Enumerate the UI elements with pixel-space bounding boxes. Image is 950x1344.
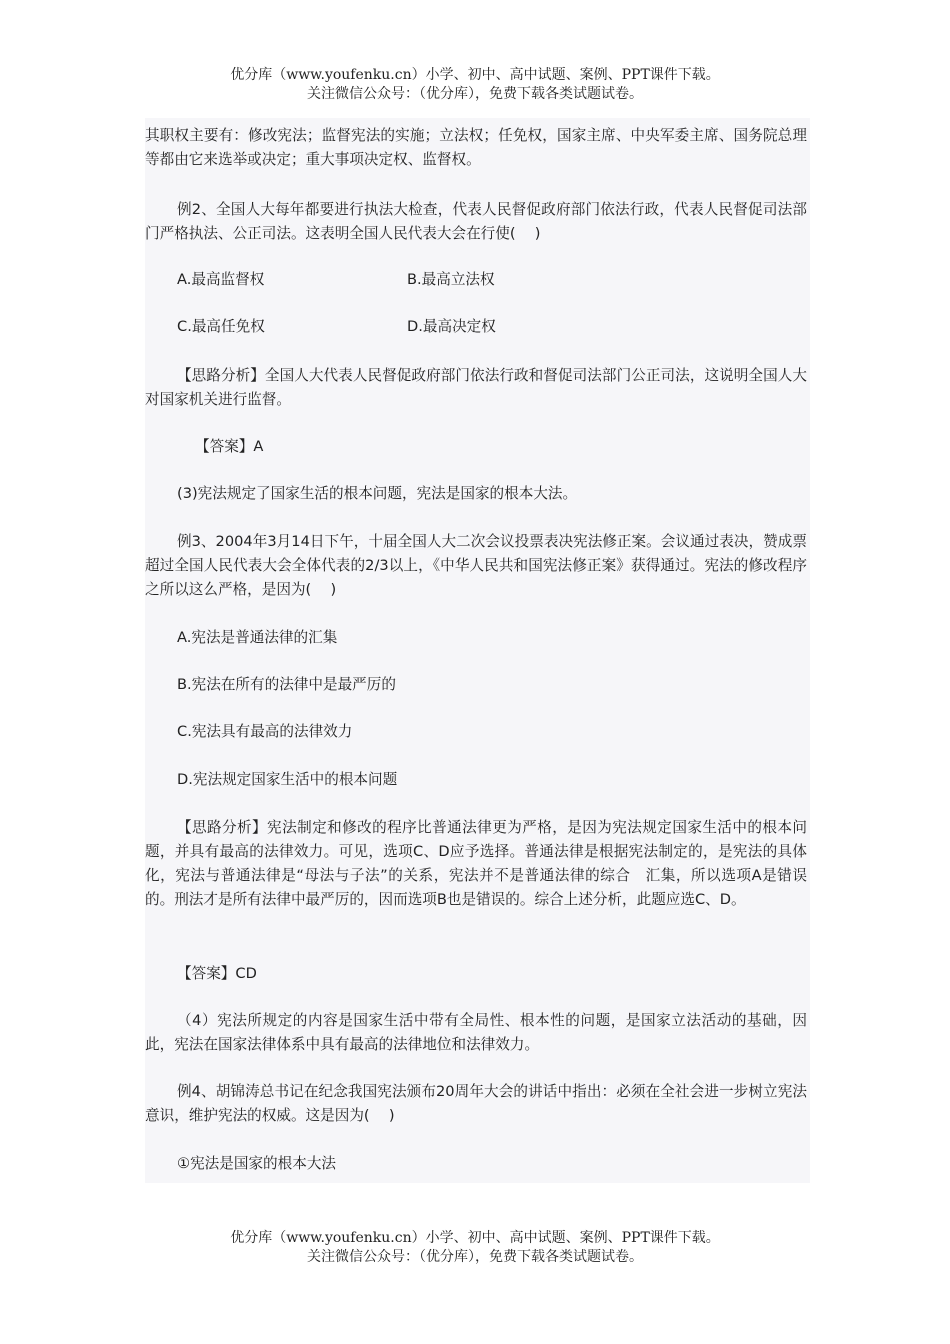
header-line-2: 关注微信公众号：（优分库），免费下载各类试题试卷。 [307, 86, 643, 102]
example-3-option-b: B.宪法在所有的法律中是最严厉的 [177, 676, 396, 693]
page-header [0, 66, 950, 104]
header-line-1: 优分库（www.youfenku.cn）小学、初中、高中试题、案例、PPT课件下载。 [230, 67, 720, 83]
intro-paragraph: 其职权主要有：修改宪法；监督宪法的实施；立法权；任免权，国家主席、中央军委主席、国务院总理等都由它来选举或决定；重大事项决定权、监督权。 [145, 127, 807, 168]
example-2-option-b: B.最高立法权 [407, 271, 495, 288]
page-footer [0, 1229, 950, 1267]
example-3-option-c: C.宪法具有最高的法律效力 [177, 723, 353, 740]
example-3-answer: 【答案】CD [177, 965, 257, 982]
example-2-option-c: C.最高任免权 [177, 318, 265, 335]
point-4-paragraph: （4）宪法所规定的内容是国家生活中带有全局性、根本性的问题，是国家立法活动的基础，因此，宪法在国家法律体系中具有最高的法律地位和法律效力。 [145, 1012, 807, 1053]
example-4-stem: 例4、胡锦涛总书记在纪念我国宪法颁布20周年大会的讲话中指出：必须在全社会进一步树立宪法意识，维护宪法的权威。这是因为( ) [145, 1083, 807, 1124]
example-3-stem: 例3、2004年3月14日下午，十届全国人大二次会议投票表决宪法修正案。会议通过表决，赞成票超过全国人民代表大会全体代表的2/3以上，《中华人民共和国宪法修正案》获得通过。宪法的修改程序之所以这么严格，是因为( ) [145, 533, 807, 598]
example-2-answer: 【答案】A [195, 438, 264, 455]
example-4-item-1: ①宪法是国家的根本大法 [177, 1155, 337, 1172]
example-3-option-a: A.宪法是普通法律的汇集 [177, 629, 338, 646]
example-2-analysis: 【思路分析】全国人大代表人民督促政府部门依法行政和督促司法部门公正司法，这说明全国人大对国家机关进行监督。 [145, 367, 807, 408]
example-2-option-a: A.最高监督权 [177, 271, 265, 288]
footer-line-2: 关注微信公众号：（优分库），免费下载各类试题试卷。 [307, 1249, 643, 1265]
footer-line-1: 优分库（www.youfenku.cn）小学、初中、高中试题、案例、PPT课件下载。 [230, 1230, 720, 1246]
example-3-analysis: 【思路分析】宪法制定和修改的程序比普通法律更为严格，是因为宪法规定国家生活中的根本问题，并具有最高的法律效力。可见，选项C、D应予选择。普通法律是根据宪法制定的，是宪法的具体化，宪法与普通法律是“母法与子法”的关系，宪法并不是普通法律的综合 汇集，所以选项A是错误的。刑法才是所有法律中最严厉的，因而选项B也是错误的。综合上述分析，此题应选C、D。 [145, 819, 807, 908]
example-2-option-d: D.最高决定权 [407, 318, 496, 335]
example-2-stem: 例2、全国人大每年都要进行执法大检查，代表人民督促政府部门依法行政，代表人民督促司法部门严格执法、公正司法。这表明全国人民代表大会在行使( ) [145, 201, 807, 242]
example-3-option-d: D.宪法规定国家生活中的根本问题 [177, 771, 398, 788]
document-body [145, 118, 810, 1183]
point-3-paragraph: (3)宪法规定了国家生活的根本问题，宪法是国家的根本大法。 [177, 485, 578, 502]
